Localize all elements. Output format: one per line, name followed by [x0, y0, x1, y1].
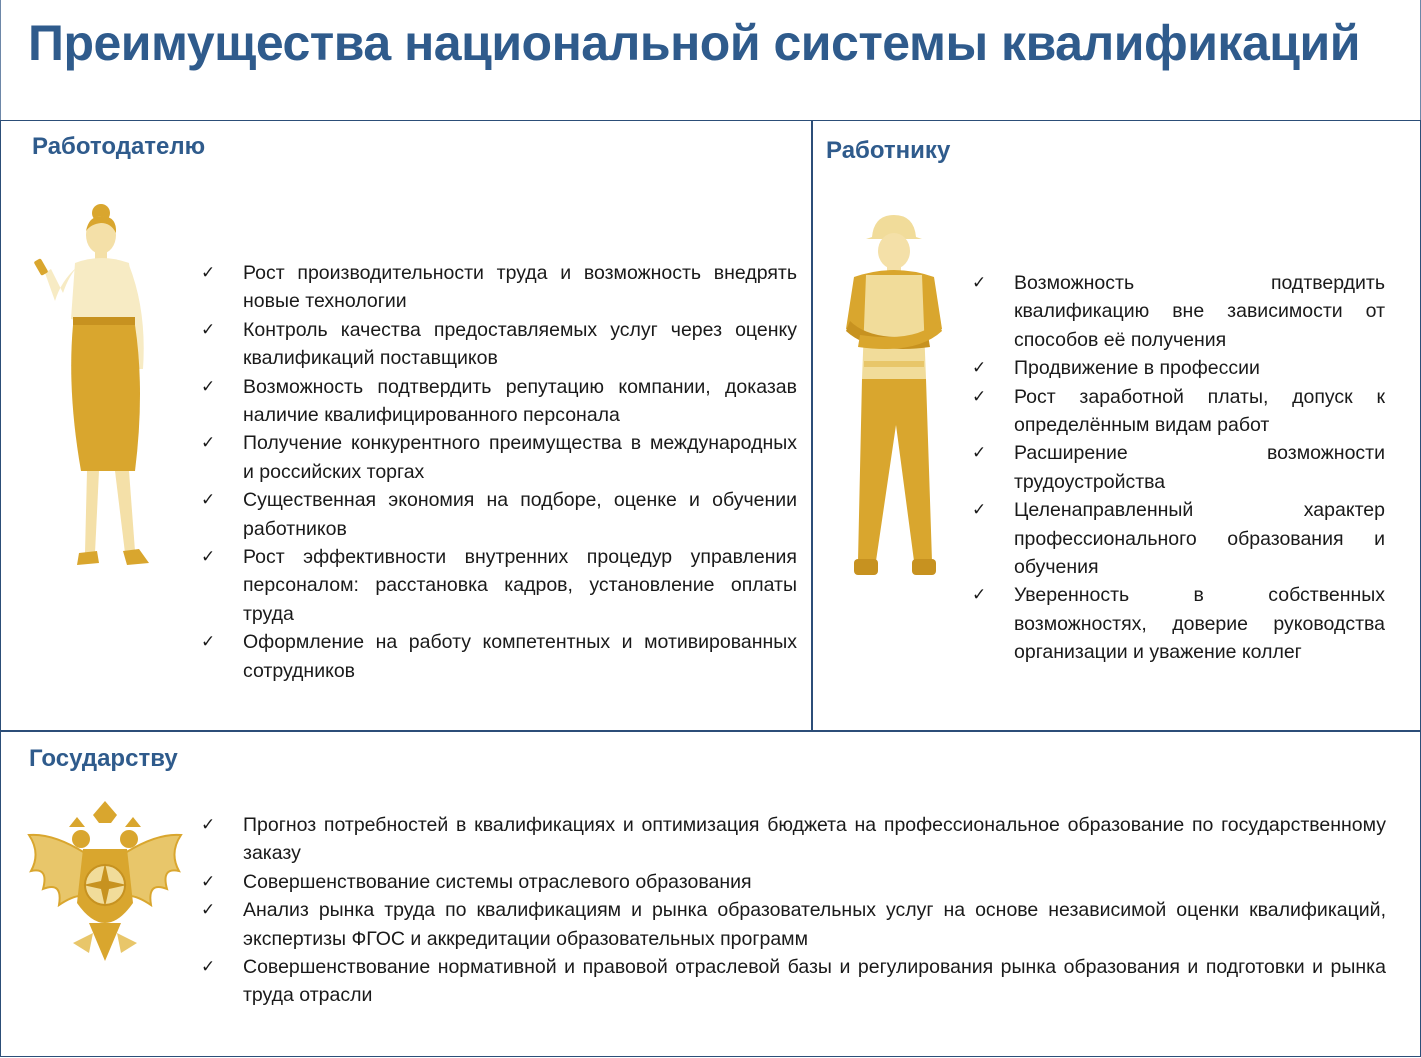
checkmark-icon: ✓	[201, 632, 216, 653]
checkmark-icon: ✓	[201, 263, 216, 283]
list-item: ✓ Совершенствование системы отраслевого образования	[201, 868, 1386, 896]
checkmark-icon: ✓	[201, 490, 216, 511]
checkmark-icon: ✓	[201, 900, 216, 921]
businesswoman-icon	[31, 201, 171, 581]
checkmark-icon: ✓	[972, 585, 987, 606]
checkmark-icon: ✓	[201, 957, 216, 978]
checkmark-icon: ✓	[201, 433, 216, 454]
employer-panel	[0, 120, 813, 732]
list-item: ✓ Анализ рынка труда по квалификациям и рынка образовательных услуг на основе независимой оценки квалификаций, экспертизы ФГОС и аккредитации образовательных программ	[201, 896, 1386, 953]
worker-section-title: Работнику	[826, 137, 951, 164]
title-frame	[0, 0, 1421, 120]
list-item: ✓ Возможность подтвердить квалификацию вне зависимости от способов её получения	[972, 269, 1385, 354]
checkmark-icon: ✓	[201, 319, 216, 340]
list-item: ✓ Прогноз потребностей в квалификациях и оптимизация бюджета на профессиональное образование по государственному заказу	[201, 811, 1386, 868]
checkmark-icon: ✓	[972, 358, 987, 379]
list-item: ✓ Возможность подтвердить репутацию компании, доказав наличие квалифицированного персонала	[201, 373, 797, 430]
page-title: Преимущества национальной системы квалификаций	[28, 15, 1360, 71]
list-item: ✓ Контроль качества предоставляемых услуг через оценку квалификаций поставщиков	[201, 316, 797, 373]
list-item: ✓ Существенная экономия на подборе, оценке и обучении работников	[201, 486, 797, 543]
employer-section-title: Работодателю	[32, 133, 206, 160]
list-item: ✓ Уверенность в собственных возможностях, доверие руководства организации и уважение коллег	[972, 581, 1385, 666]
state-panel	[0, 730, 1421, 1057]
state-benefits-list	[201, 811, 1386, 1010]
worker-benefits-list	[972, 269, 1385, 667]
list-item: ✓ Рост эффективности внутренних процедур управления персоналом: расстановка кадров, установление оплаты труда	[201, 543, 797, 628]
employer-benefits-list	[201, 259, 797, 685]
list-item: ✓ Целенаправленный характер профессионального образования и обучения	[972, 496, 1385, 581]
checkmark-icon: ✓	[972, 273, 987, 293]
construction-worker-icon	[832, 211, 957, 586]
checkmark-icon: ✓	[201, 547, 216, 568]
checkmark-icon: ✓	[201, 815, 216, 835]
checkmark-icon: ✓	[201, 376, 216, 397]
list-item: ✓ Рост заработной платы, допуск к определённым видам работ	[972, 383, 1385, 440]
double-headed-eagle-emblem-icon	[23, 793, 188, 973]
list-item: ✓ Оформление на работу компетентных и мотивированных сотрудников	[201, 628, 797, 685]
list-item: ✓ Продвижение в профессии	[972, 354, 1385, 382]
worker-panel	[811, 120, 1421, 732]
checkmark-icon: ✓	[972, 386, 987, 407]
list-item: ✓ Получение конкурентного преимущества в международных и российских торгах	[201, 429, 797, 486]
state-section-title: Государству	[29, 745, 178, 772]
checkmark-icon: ✓	[972, 500, 987, 521]
checkmark-icon: ✓	[201, 871, 216, 892]
list-item: ✓ Совершенствование нормативной и правовой отраслевой базы и регулирования рынка образования и подготовки и рынка труда отрасли	[201, 953, 1386, 1010]
list-item: ✓ Рост производительности труда и возможность внедрять новые технологии	[201, 259, 797, 316]
checkmark-icon: ✓	[972, 443, 987, 464]
list-item: ✓ Расширение возможности трудоустройства	[972, 439, 1385, 496]
